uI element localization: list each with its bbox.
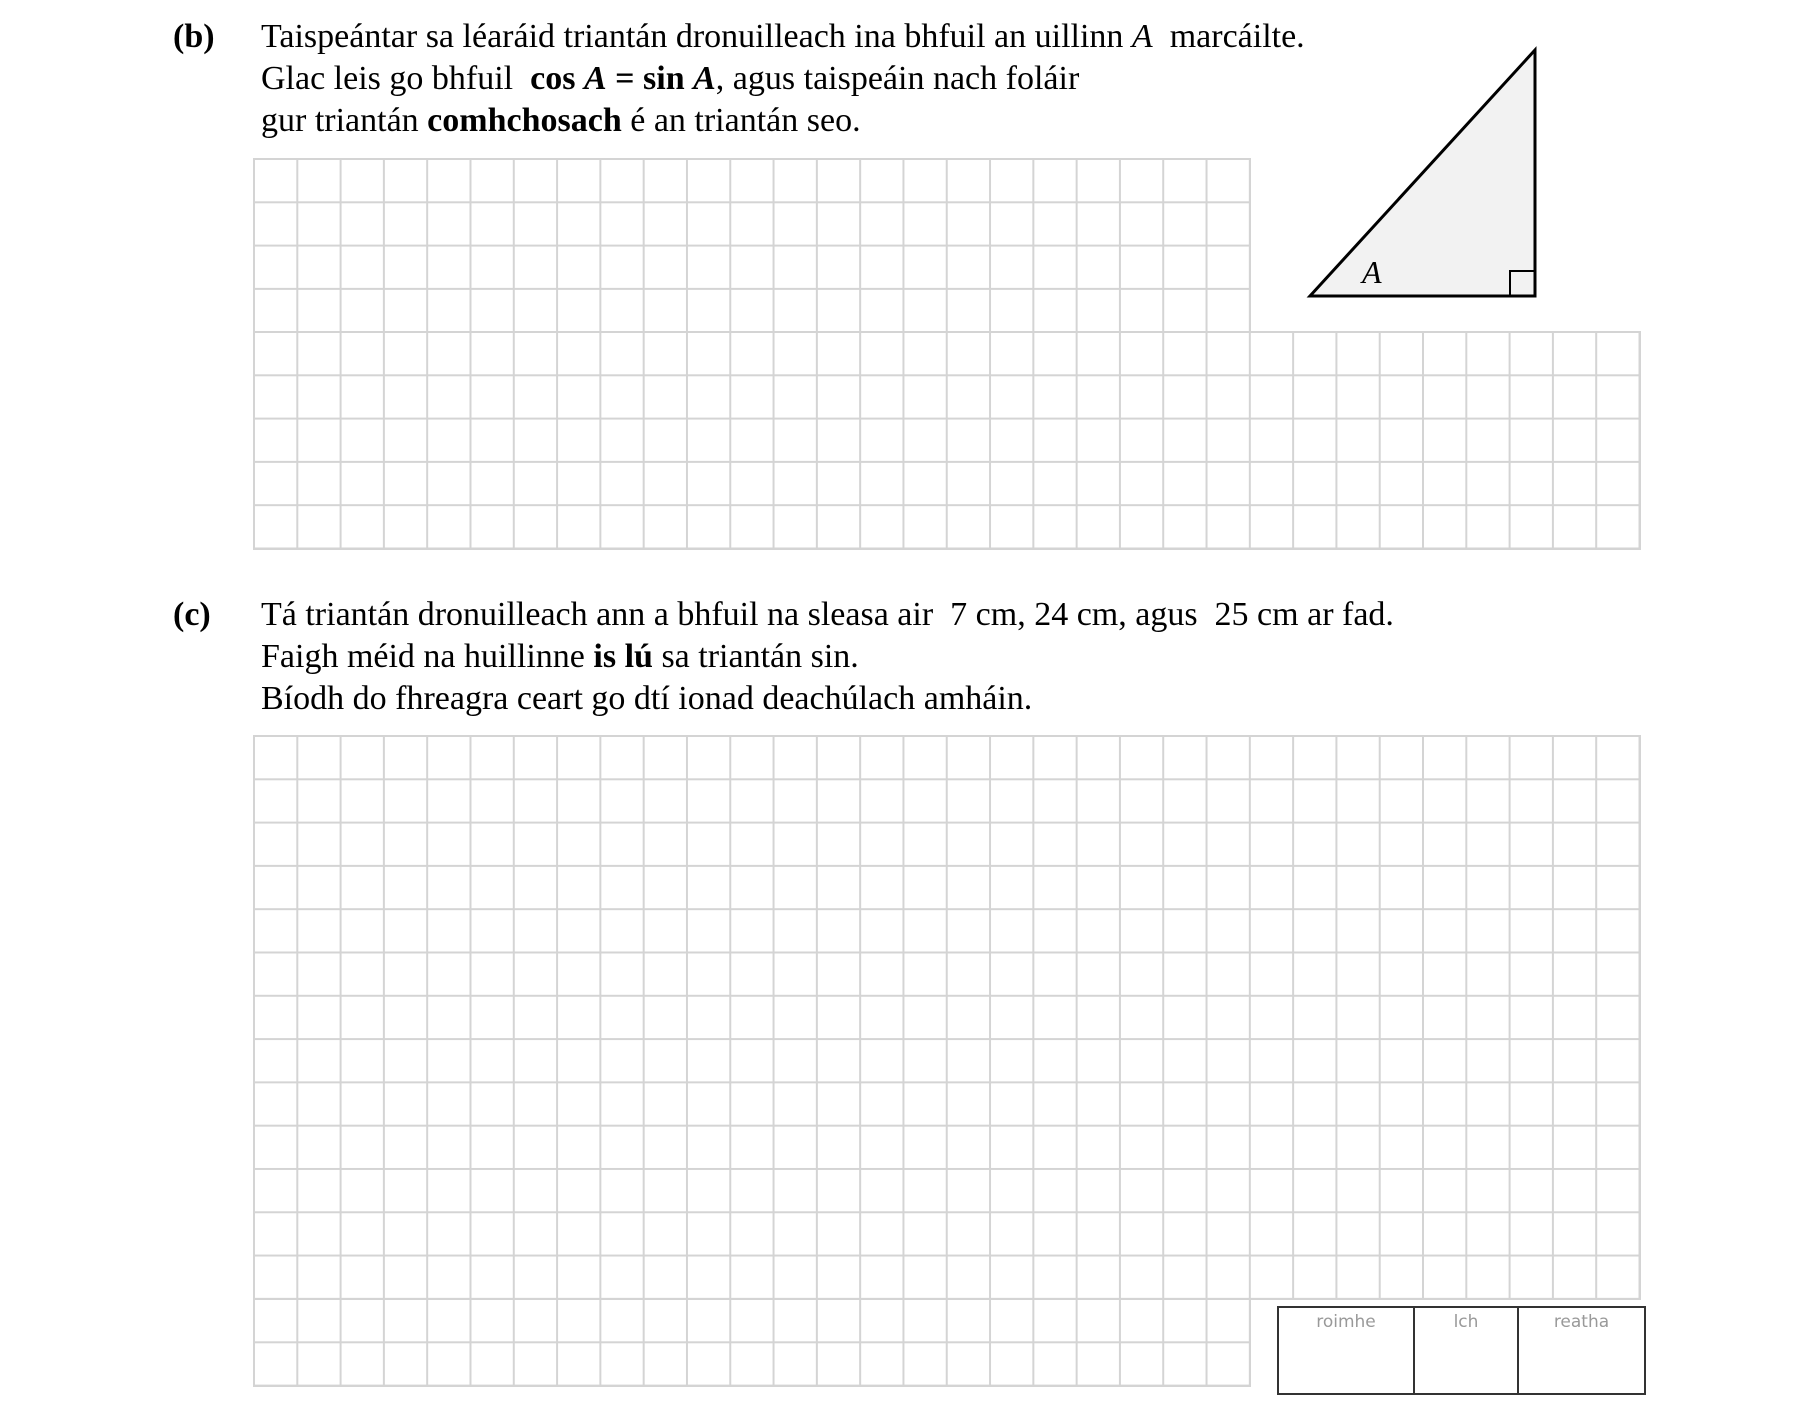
part-b-line-3 (261, 100, 1305, 142)
page-tracker-previous[interactable] (1279, 1308, 1413, 1393)
part-c-label: (c) (173, 596, 211, 633)
part-b-line-2 (261, 58, 1305, 100)
text-run: sa triantán sin. (652, 638, 859, 675)
page-tracker-current-label: reatha (1553, 1312, 1610, 1332)
page-tracker-current[interactable] (1517, 1308, 1644, 1393)
page-tracker-page-label: lch (1453, 1312, 1479, 1332)
page-tracker-page[interactable] (1413, 1308, 1517, 1393)
text-run: gur triantán (261, 102, 428, 139)
part-c-answer-grid-lower[interactable] (253, 1298, 1251, 1387)
part-c-question (261, 594, 1394, 720)
part-c-line-1 (261, 594, 1394, 636)
part-c-answer-grid-upper[interactable] (253, 735, 1641, 1300)
text-run: cos (530, 60, 584, 97)
part-b-line-1 (261, 16, 1305, 58)
text-run: is lú (593, 638, 653, 675)
part-b-question (261, 16, 1305, 142)
angle-label-a: A (1362, 254, 1382, 290)
text-run: comhchosach (427, 102, 622, 139)
triangle-shape (1310, 50, 1535, 296)
text-run: , agus taispeáin nach foláir (715, 60, 1080, 97)
text-run: é an triantán seo. (621, 102, 861, 139)
text-run: Glac leis go bhfuil (261, 60, 531, 97)
text-run: marcáilte. (1152, 18, 1305, 55)
page-tracker-previous-label: roimhe (1316, 1312, 1376, 1332)
text-run: = sin (606, 60, 694, 97)
angle-symbol: A (693, 60, 716, 97)
text-run: Taispeántar sa léaráid triantán dronuilleach ina bhfuil an uillinn (261, 18, 1132, 55)
text-run: Bíodh do fhreagra ceart go dtí ionad deachúlach amháin. (261, 680, 1033, 717)
right-triangle-diagram (1300, 40, 1550, 305)
text-run: Faigh méid na huillinne (261, 638, 594, 675)
part-b-label: (b) (173, 18, 215, 55)
angle-symbol: A (1131, 18, 1153, 55)
page-tracker-box (1277, 1306, 1646, 1395)
part-c-line-3 (261, 678, 1394, 720)
text-run: Tá triantán dronuilleach ann a bhfuil na sleasa air 7 cm, 24 cm, agus 25 cm ar fad. (261, 596, 1394, 633)
angle-symbol: A (583, 60, 607, 97)
part-b-answer-grid-upper[interactable] (253, 158, 1251, 333)
part-c-line-2 (261, 636, 1394, 678)
part-b-answer-grid-lower[interactable] (253, 331, 1641, 550)
